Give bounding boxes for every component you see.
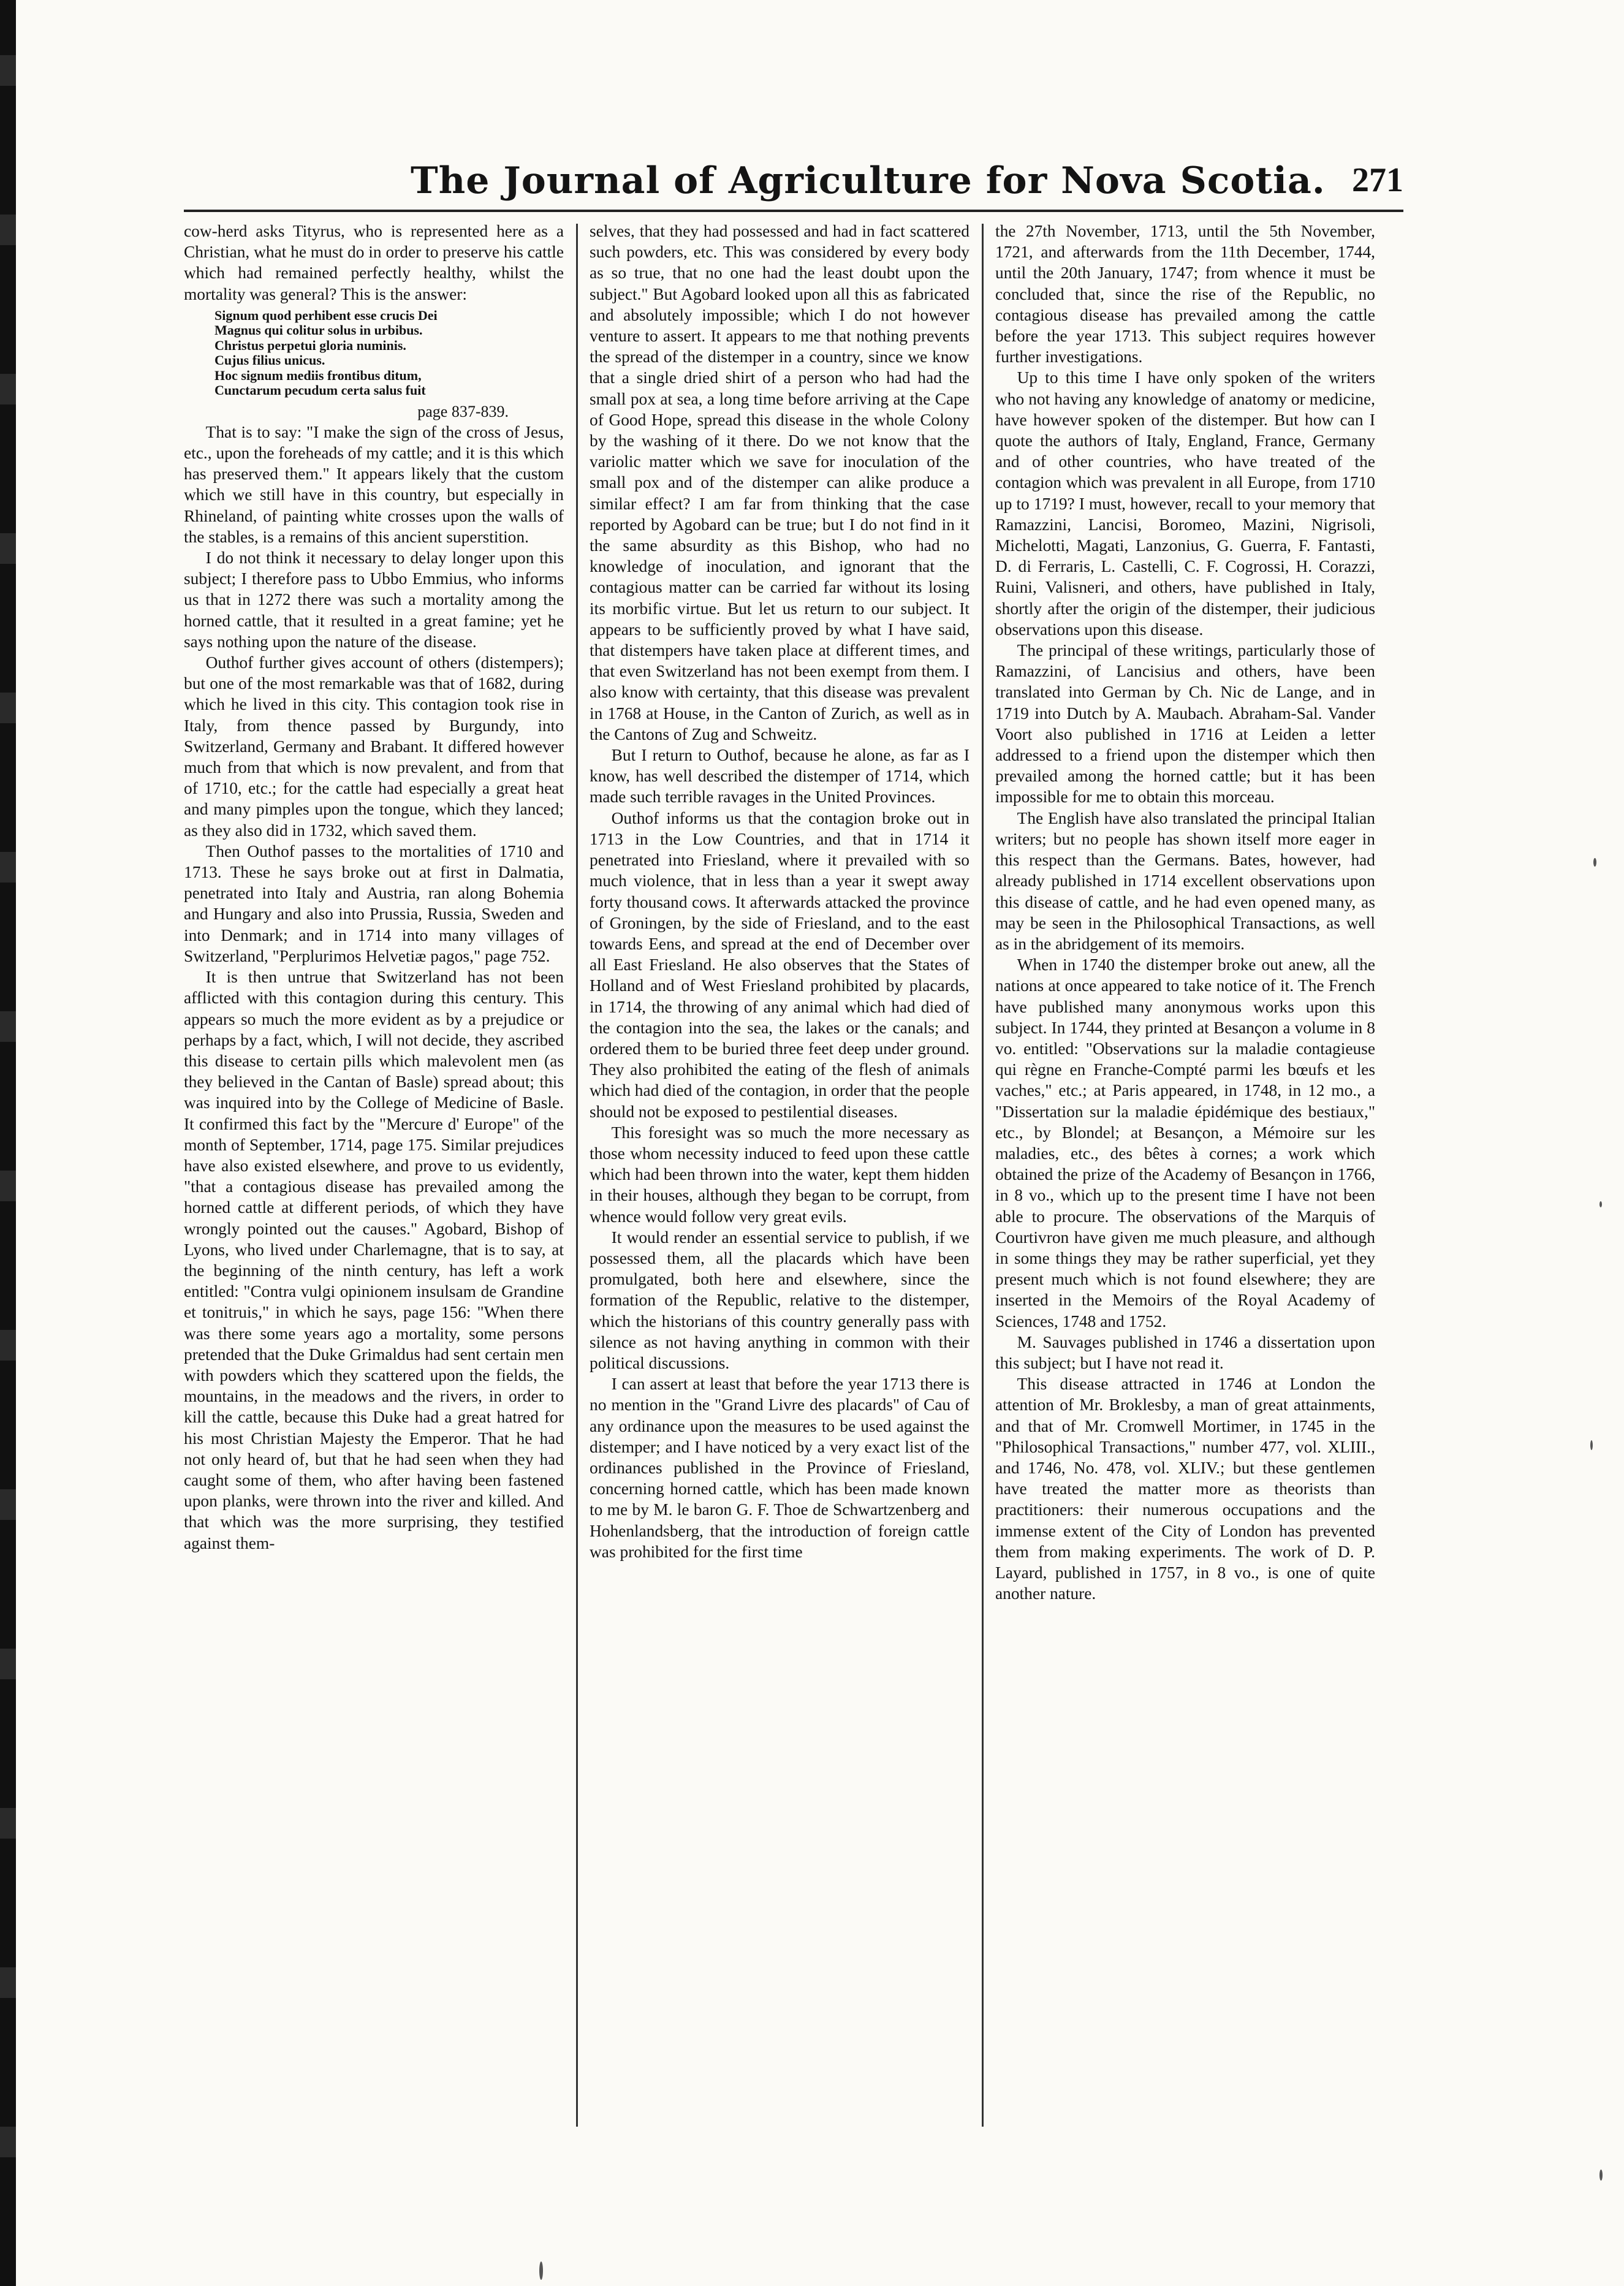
- running-head: [184, 153, 1403, 208]
- paragraph: But I return to Outhof, because he alone, as far as I know, has well described the distemper of 1714, which made such terrible ravages in the United Provinces.: [590, 746, 969, 807]
- paragraph: This disease attracted in 1746 at London the attention of Mr. Broklesby, a man of great attainments, and that of Mr. Cromwell Mortimer, in 1745 in the "Philosophical Transactions," number 477, vol. XLIII., and 1746, No. 478, vol. XLIV.; but these gentlemen have treated the matter more as theorists than practitioners: their numerous occupations and the immense extent of the City of London has prevented them from making experiments. The work of D. P. Layard, published in 1757, in 8 vo., is one of quite another nature.: [995, 1375, 1375, 1603]
- paragraph: This foresight was so much the more necessary as those whom necessity induced to feed upon these cattle which had been thrown into the water, kept them hidden in their houses, although they began to be corrupt, from whence would follow very great evils.: [590, 1123, 969, 1226]
- paragraph: I can assert at least that before the year 1713 there is no mention in the "Grand Livre des placards" of Cau of any ordinance upon the measures to be used against the distemper; and I have noticed by a very exact list of the ordinances published in the Province of Friesland, concerning horned cattle, which has been made known to me by M. le baron G. F. Thoe de Schwartzenberg and Hohenlandsberg, that the introduction of foreign cattle was prohibited for the first time: [590, 1375, 969, 1561]
- paragraph: selves, that they had possessed and had in fact scattered such powders, etc. This was considered by every body as so true, that no one had the least doubt upon the subject." But Agobard looked upon all this as fabricated and absolutely impossible; which I do not however venture to assert. It appears to me that nothing prevents the spread of the distemper in a country, since we know that a single dried shirt of a person who had had the small pox at sea, a long time before arriving at the Cape of Good Hope, spread this disease in the whole Colony by the washing of it there. Do we not know that the variolic matter which we save for inoculation of the small pox and of the distemper can alike produce a similar effect? I am far from thinking that the case reported by Agobard can be true; but I do not find in it the same absurdity as this Bishop, who had no knowledge of inoculation, and ignorant that the contagious matter can be carried far without its losing its morbific virtue. But let us return to our subject. It appears to be sufficiently proved by what I have said, that distempers have taken place at different times, and that even Switzerland has not been exempt from them. I also know with certainty, that this disease was prevalent in 1768 at House, in the Canton of Zurich, as well as in the Cantons of Zug and Schweitz.: [590, 222, 969, 743]
- scan-speck: [1593, 858, 1596, 867]
- header-rule: [184, 210, 1403, 212]
- paragraph: I do not think it necessary to delay longer upon this subject; I therefore pass to Ubbo Emmius, who informs us that in 1272 there was such a mortality among the horned cattle, that it resulted in a great famine; yet he says nothing upon the nature of the disease.: [184, 549, 564, 651]
- paragraph: Outhof informs us that the contagion broke out in 1713 in the Low Countries, and that in 1714 it penetrated into Friesland, where it prevailed with so much violence, that in less than a year it swept away forty thousand cows. It afterwards attacked the province of Groningen, by the side of Friesland, and to the east towards Eens, and spread at the end of December over all East Friesland. He also observes that the States of Holland and of West Friesland prohibited by placards, in 1714, the throwing of any animal which had died of the contagion into the sea, the lakes or the canals; and ordered them to be buried three feet deep under ground. They also prohibited the eating of the flesh of animals which had died of the contagion, in order that the people should not be exposed to pestilential diseases.: [590, 808, 969, 1121]
- paragraph: Outhof further gives account of others (distempers); but one of the most remarkable was that of 1682, during which he lived in this city. This contagion took rise in Italy, from thence passed by Burgundy, into Switzerland, Germany and Brabant. It differed however much from that which is now prevalent, and from that of 1710, etc.; for the cattle had especially a great heat and many pimples upon the tongue, which they lanced; as they also did in 1732, which saved them.: [184, 653, 564, 840]
- verse-line: Cujus filius unicus.: [214, 352, 325, 368]
- latin-verse: [214, 308, 564, 398]
- journal-title: The Journal of Agriculture for Nova Scotia.: [411, 159, 1326, 202]
- verse-line: Hoc signum mediis frontibus ditum,: [214, 367, 422, 383]
- paragraph: It is then untrue that Switzerland has not been afflicted with this contagion during this century. This appears so much the more evident as by a prejudice or perhaps by a fact, which, I will not decide, they ascribed this disease to certain pills which malevolent men (as they believed in the Cantan of Basle) spread about; this was inquired into by the College of Medicine of Basle. It confirmed this fact by the "Mercure d' Europe" of the month of September, 1714, page 175. Similar prejudices have also existed elsewhere, and prove to us evidently, "that a contagious disease has prevailed among the horned cattle at different periods, of which they have wrongly pointed out the causes." Agobard, Bishop of Lyons, who lived under Charlemagne, that is to say, at the beginning of the ninth century, has left a work entitled: "Contra vulgi opinionem insulsam de Grandine et tonitruis," in which he says, page 156: "When there was there some years ago a mortality, some persons pretended that the Duke Grimaldus had sent certain men with powders which they scattered upon the fields, the mountains, in the meadows and the rivers, in order to kill the cattle, because this Duke had a great hatred for his most Christian Majesty the Emperor. That he had not only heard of, but that he had seen when they had caught some of them, who after having been fastened upon planks, were thrown into the river and killed. And that which was the more surprising, they testified against them-: [184, 968, 564, 1552]
- scan-speck: [539, 2261, 543, 2280]
- verse-line: Cunctarum pecudum certa salus fuit: [214, 382, 426, 398]
- column-divider: [576, 224, 578, 2127]
- scan-speck: [1590, 1440, 1593, 1450]
- paragraph: the 27th November, 1713, until the 5th November, 1721, and afterwards from the 11th December, 1744, until the 20th January, 1747; from whence it must be concluded that, since the rise of the Republic, no contagious disease has prevailed among the cattle before the year 1713. This subject requires however further investigations.: [995, 222, 1375, 366]
- verse-line: Christus perpetui gloria numinis.: [214, 337, 406, 353]
- text-column-2: [590, 221, 969, 2145]
- paragraph: Up to this time I have only spoken of the writers who not having any knowledge of anatomy or medicine, have however spoken of the distemper. But how can I quote the authors of Italy, England, France, Germany and of other countries, who have treated of the contagion which was prevalent in all Europe, from 1710 up to 1719? I must, however, recall to your memory that Ramazzini, Lancisi, Boromeo, Mazini, Nigrisoli, Michelotti, Magati, Lanzonius, G. Guerra, F. Fantasti, D. di Ferraris, L. Castelli, C. F. Cogrossi, H. Corazzi, Ruini, Valisneri, and others, have published in Italy, shortly after the origin of the distemper, their judicious observations upon this disease.: [995, 368, 1375, 639]
- paragraph: cow-herd asks Tityrus, who is represented here as a Christian, what he must do in order to preserve his cattle which had remained perfectly healthy, whilst the mortality was general? This is the answer:: [184, 222, 564, 303]
- scan-speck: [1599, 1201, 1602, 1207]
- verse-reference: page 837-839.: [417, 402, 509, 420]
- paragraph: That is to say: "I make the sign of the cross of Jesus, etc., upon the foreheads of my cattle; and it is this which has preserved them." It appears likely that the custom which we still have in this country, but especially in Rhineland, of painting white crosses upon the walls of the stables, is a remains of this ancient superstition.: [184, 422, 564, 546]
- paragraph: It would render an essential service to publish, if we possessed them, all the placards which have been promulgated, both here and elsewhere, since the formation of the Republic, relative to the distemper, which the historians of this country generally pass with silence as not having anything in common with their political discussions.: [590, 1228, 969, 1372]
- paragraph: The English have also translated the principal Italian writers; but no people has shown itself more eager in this respect than the Germans. Bates, however, had already published in 1714 excellent observations upon this disease of cattle, and he had even opened many, as may be seen in the Philosophical Transactions, as well as in the abridgement of its memoirs.: [995, 808, 1375, 953]
- scan-speck: [1599, 2170, 1603, 2181]
- paragraph: Then Outhof passes to the mortalities of 1710 and 1713. These he says broke out at first in Dalmatia, penetrated into Italy and Austria, ran along Bohemia and Hungary and also into Prussia, Russia, Sweden and into Denmark; and in 1714 into many villages of Switzerland, "Perplurimos Helvetiæ pagos," page 752.: [184, 841, 564, 965]
- page-number: 271: [1352, 161, 1403, 199]
- paragraph: When in 1740 the distemper broke out anew, all the nations at once appeared to take notice of it. The French have published many anonymous works upon this subject. In 1744, they printed at Besançon a volume in 8 vo. entitled: "Observations sur la maladie contagieuse qui règne en Franche-Compté parmi les bœufs et les vaches," etc.; at Paris appeared, in 1748, in 12 mo., a "Dissertation sur la maladie épidémique des bestiaux," etc., by Blondel; at Besançon, a Mémoire sur les maladies, etc., des bêtes à cornes; a work which obtained the prize of the Academy of Besançon in 1766, in 8 vo., which up to the present time I have not been able to procure. The observations of the Marquis of Courtivron have given me much pleasure, and although in some things they may be rather superficial, yet they present much which is not found elsewhere; they are inserted in the Memoirs of the Royal Academy of Sciences, 1748 and 1752.: [995, 955, 1375, 1331]
- verse-line: Signum quod perhibent esse crucis Dei: [214, 307, 438, 323]
- paragraph: M. Sauvages published in 1746 a dissertation upon this subject; but I have not read it.: [995, 1332, 1375, 1372]
- text-column-3: [995, 221, 1375, 2145]
- verse-line: Magnus qui colitur solus in urbibus.: [214, 322, 423, 338]
- column-divider: [982, 224, 984, 2127]
- paragraph: The principal of these writings, particularly those of Ramazzini, of Lancisius and others, have been translated into German by Ch. Nic de Lange, and in 1719 into Dutch by A. Maubach. Abraham-Sal. Vander Voort also published in 1716 at Leiden a letter addressed to a friend upon the distemper which then prevailed among the horned cattle; but it has been impossible for me to obtain this morceau.: [995, 641, 1375, 807]
- text-column-1: [184, 221, 564, 2145]
